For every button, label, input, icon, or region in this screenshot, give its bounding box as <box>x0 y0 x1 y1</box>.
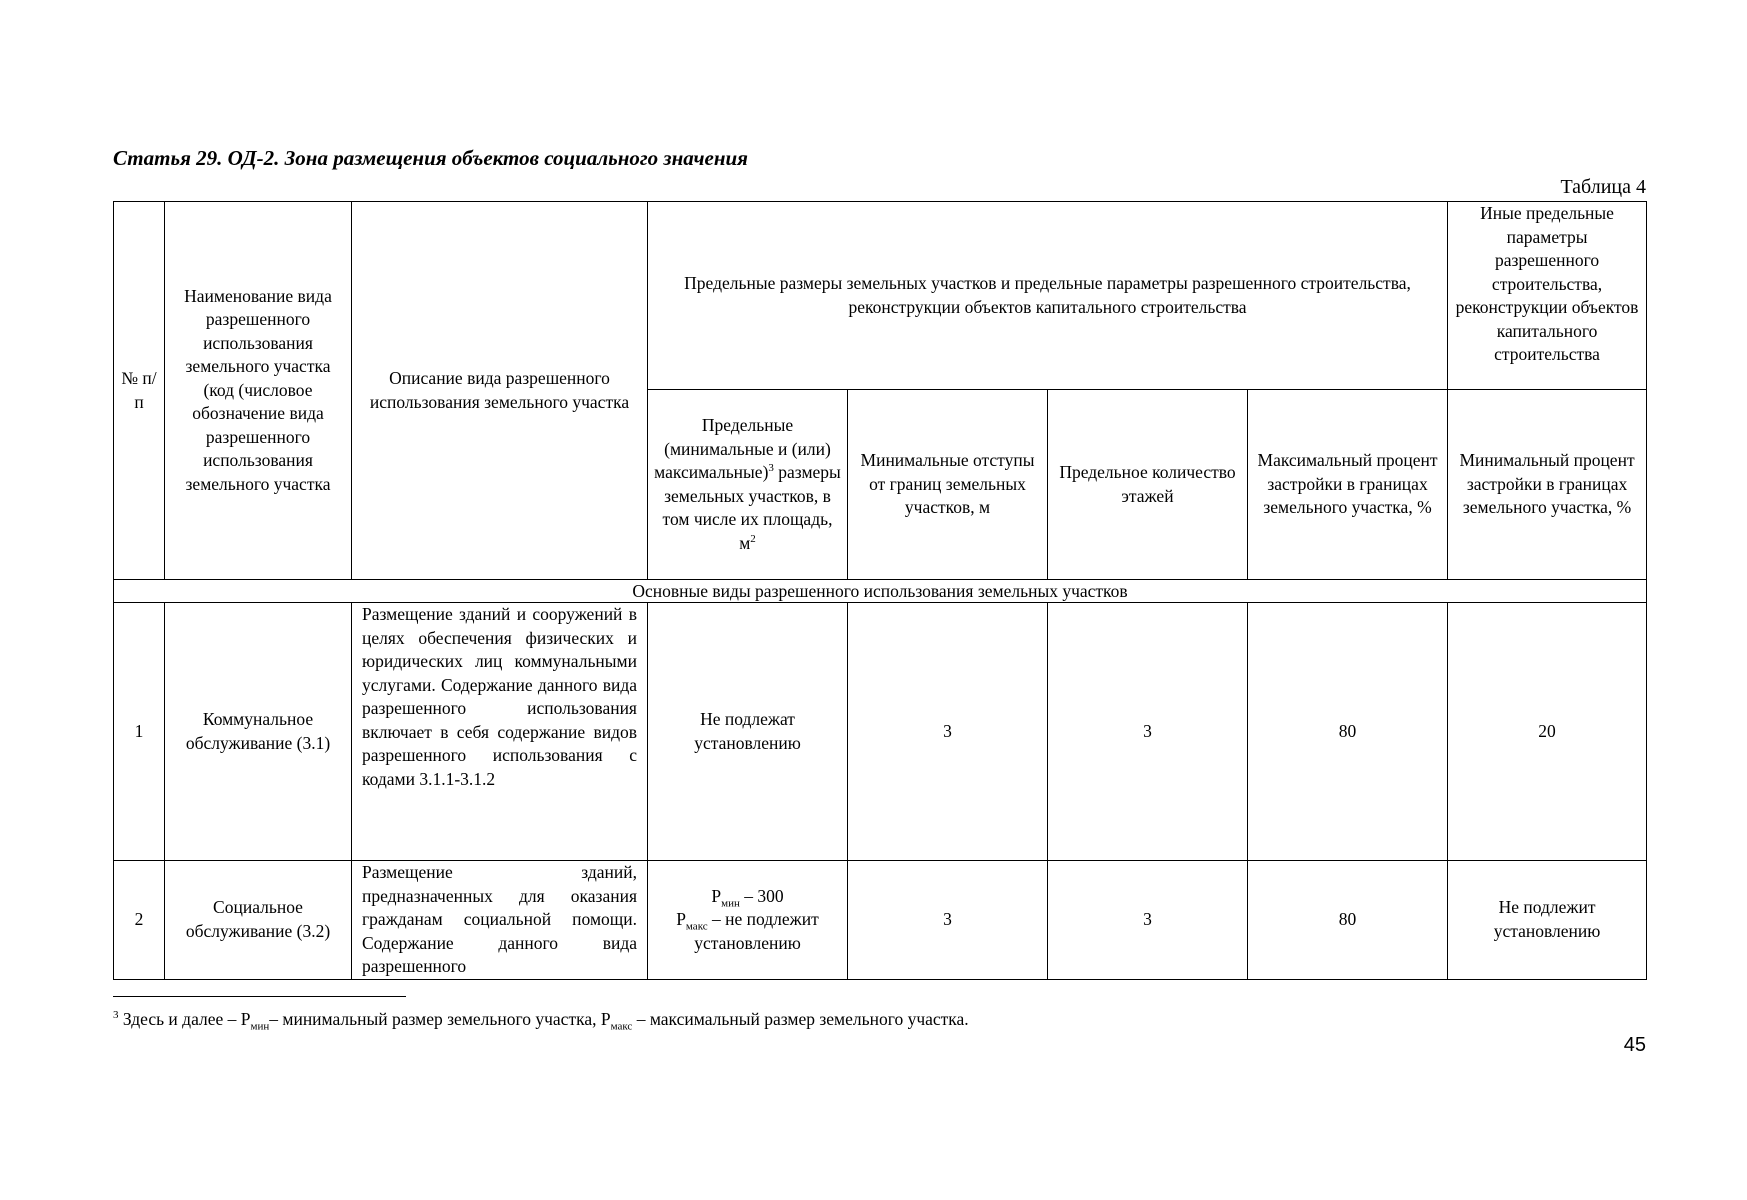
header-other-params: Иные предельные параметры разрешенного строительства, реконструкции объектов капитального строительства <box>1448 202 1647 390</box>
footnote-sub-max: макс <box>610 1020 633 1033</box>
plot-size-min-value: – 300 <box>739 885 784 906</box>
row-use-name: Коммунальное обслуживание (3.1) <box>165 603 352 861</box>
unit-superscript: 2 <box>750 532 756 545</box>
row-use-description: Размещение зданий, предназначенных для оказания гражданам социальной помощи. Содержание данного вида разрешенного <box>352 861 648 980</box>
plot-size-max-p: Р <box>676 909 686 929</box>
header-num: № п/п <box>114 202 165 580</box>
section-label: Основные виды разрешенного использования земельных участков <box>114 580 1647 603</box>
row-num: 1 <box>114 603 165 861</box>
row-min-coverage: Не подлежит установлению <box>1448 861 1647 980</box>
header-plot-size-text: Предельные (минимальные и (или) максимальные) <box>654 415 831 482</box>
zone-parameters-table <box>113 201 1647 980</box>
header-min-coverage: Минимальный процент застройки в границах земельного участка, % <box>1448 390 1647 580</box>
footnote-sub-min: мин <box>250 1020 270 1033</box>
plot-size-min-p: Р <box>711 885 722 906</box>
page-number: 45 <box>1623 1034 1646 1056</box>
row-floors: 3 <box>1048 861 1248 980</box>
section-row <box>114 580 1647 603</box>
table-row <box>114 861 1647 980</box>
row-setback: 3 <box>848 603 1048 861</box>
row-use-description: Размещение зданий и сооружений в целях обеспечения физических и юридических лиц коммунальными услугами. Содержание данного вида разрешенного использования включает в себя содержание видов разрешенного использования с кодами 3.1.1-3.1.2 <box>352 603 648 861</box>
footnote <box>113 1009 969 1033</box>
row-max-coverage: 80 <box>1248 861 1448 980</box>
header-max-coverage: Максимальный процент застройки в границах земельного участка, % <box>1248 390 1448 580</box>
footnote-text-a: Здесь и далее – Р <box>118 1009 251 1029</box>
row-num: 2 <box>114 861 165 980</box>
row-plot-size: Не подлежат установлению <box>648 603 848 861</box>
row-plot-size <box>648 861 848 980</box>
header-limits-group: Предельные размеры земельных участков и предельные параметры разрешенного строительства, реконструкции объектов капитального строительства <box>648 202 1448 390</box>
header-setback: Минимальные отступы от границ земельных участков, м <box>848 390 1048 580</box>
header-use-name: Наименование вида разрешенного использования земельного участка (код (числовое обозначение вида разрешенного использования земельного участка <box>165 202 352 580</box>
row-max-coverage: 80 <box>1248 603 1448 861</box>
header-floors: Предельное количество этажей <box>1048 390 1248 580</box>
footnote-ref: 3 <box>768 462 774 475</box>
table-row <box>114 603 1647 861</box>
footnote-text-c: – максимальный размер земельного участка. <box>632 1009 969 1029</box>
plot-size-min-sub: мин <box>721 897 740 909</box>
table-caption: Таблица 4 <box>1560 176 1646 198</box>
row-setback: 3 <box>848 861 1048 980</box>
header-use-description: Описание вида разрешенного использования земельного участка <box>352 202 648 580</box>
header-plot-size-text2: размеры земельных участков, в том числе их площадь, м <box>662 462 841 553</box>
header-row-1 <box>114 202 1647 390</box>
footnote-mark: 3 <box>113 1009 119 1022</box>
plot-size-max-sub: макс <box>685 920 708 933</box>
row-use-name: Социальное обслуживание (3.2) <box>165 861 352 980</box>
header-plot-size <box>648 390 848 580</box>
row-min-coverage: 20 <box>1448 603 1647 861</box>
row-floors: 3 <box>1048 603 1248 861</box>
plot-size-max-value: – не подлежит установлению <box>694 909 819 953</box>
footnote-divider <box>113 996 406 997</box>
article-heading: Статья 29. ОД-2. Зона размещения объектов социального значения <box>113 146 748 170</box>
footnote-text-b: – минимальный размер земельного участка, Р <box>269 1009 611 1029</box>
